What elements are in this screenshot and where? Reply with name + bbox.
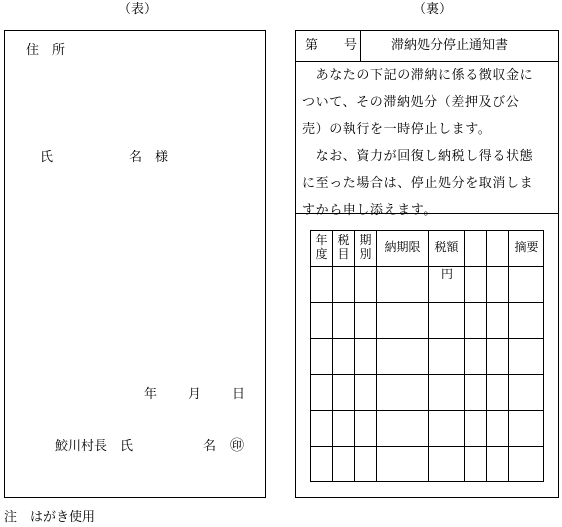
col-divider: [332, 230, 333, 482]
doc-title: 滞納処分停止通知書: [391, 38, 509, 53]
col-divider: [354, 230, 355, 482]
issuer-name: 名: [203, 439, 217, 454]
title-cell-divider: [360, 30, 361, 61]
header-fiscal-year: 年 度: [315, 233, 328, 261]
row-divider: [310, 338, 544, 339]
header-due-date: 納期限: [384, 240, 421, 254]
front-heading: （表）: [118, 2, 158, 17]
notice-line: に至った場合は、停止処分を取消しま: [302, 176, 534, 191]
name-label-part2: 名 様: [129, 150, 169, 165]
notice-line: 売）の執行を一時停止します。: [302, 122, 492, 137]
row-divider: [310, 446, 544, 447]
address-label: 住 所: [26, 43, 66, 58]
notice-line: すから申し添えます。: [302, 203, 437, 218]
yen-unit: 円: [441, 267, 454, 281]
header-tax-amount: 税額: [434, 240, 459, 254]
usage-note: 注 はがき使用: [4, 510, 96, 525]
front-card: [4, 30, 266, 498]
date-month: 月: [188, 387, 202, 402]
col-divider: [486, 230, 487, 482]
header-tax-item: 税 目: [337, 233, 350, 261]
body-divider: [295, 213, 559, 214]
name-label-part1: 氏: [40, 150, 54, 165]
date-day: 日: [232, 387, 246, 402]
header-period: 期 別: [359, 233, 372, 261]
row-divider: [310, 410, 544, 411]
notice-line: あなたの下記の滞納に係る徴収金に: [302, 68, 534, 83]
date-year: 年: [144, 387, 158, 402]
col-divider: [428, 230, 429, 482]
row-divider: [310, 266, 544, 267]
notice-line: なお、資力が回復し納税し得る状態: [302, 149, 534, 164]
number-label: 第 号: [305, 38, 358, 53]
notice-body: [302, 62, 533, 224]
header-remarks: 摘要: [514, 240, 539, 254]
col-divider: [464, 230, 465, 482]
issuer-title: 鮫川村長 氏: [55, 439, 134, 454]
back-heading: （裏）: [413, 2, 453, 17]
row-divider: [310, 302, 544, 303]
row-divider: [310, 374, 544, 375]
notice-line: ついて、その滞納処分（差押及び公: [302, 95, 520, 110]
col-divider: [508, 230, 509, 482]
col-divider: [376, 230, 377, 482]
seal-mark: ㊞: [230, 438, 244, 454]
